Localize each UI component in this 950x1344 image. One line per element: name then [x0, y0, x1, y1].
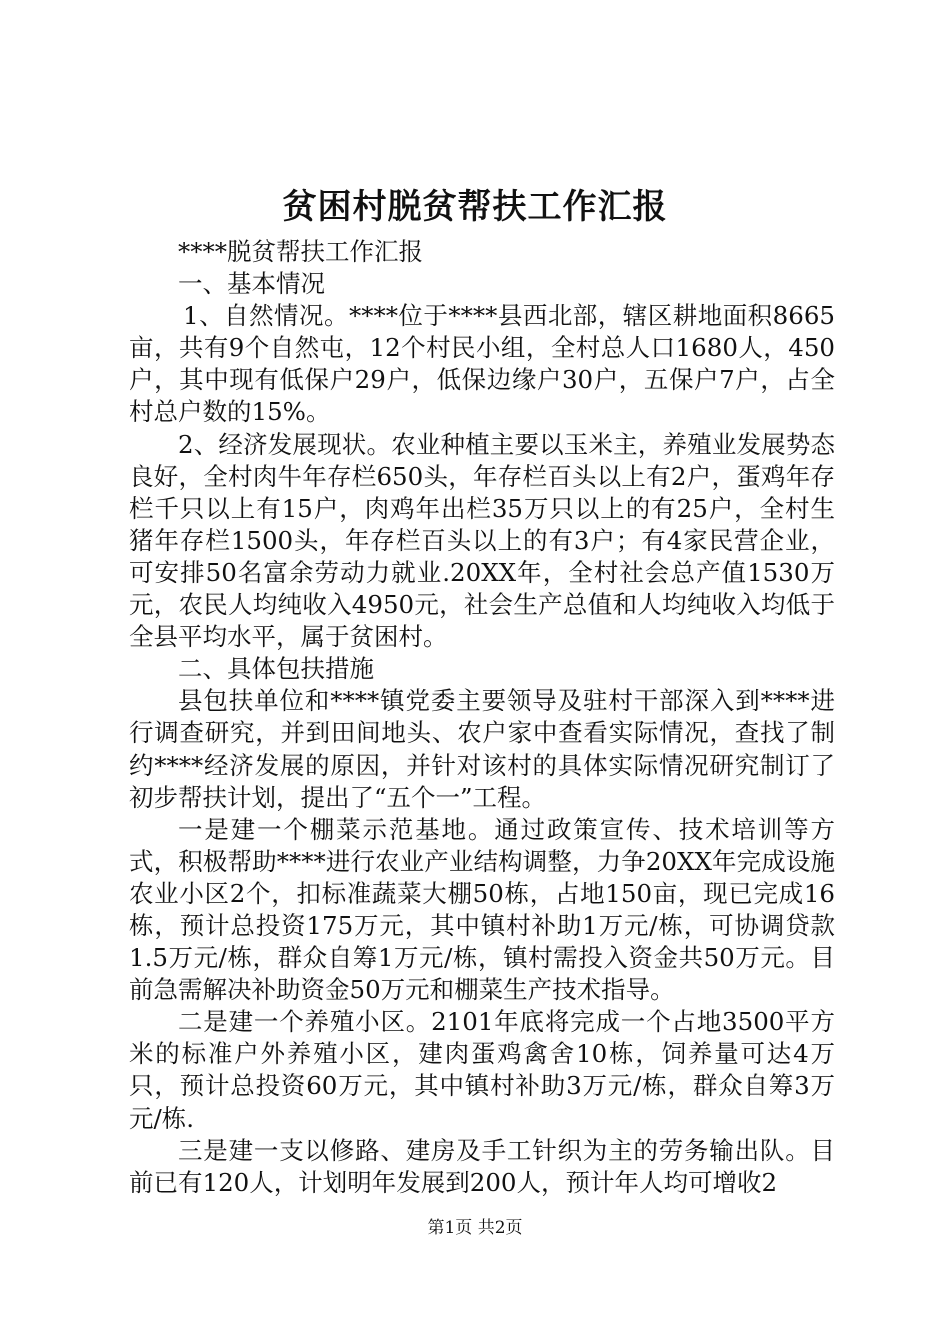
paragraph-investigation: 县包扶单位和****镇党委主要领导及驻村干部深入到****进行调查研究，并到田间地头、农户家中查看实际情况，查找了制约****经济发展的原因，并针对该村的具体实际情况研究制订了初步帮扶计划，提出了“五个一”工程。: [129, 686, 835, 812]
paragraph-labor-team: 三是建一支以修路、建房及手工针织为主的劳务输出队。目前已有120人，计划明年发展到200人，预计年人均可增收2: [129, 1135, 835, 1197]
page-footer: 第1页 共2页: [427, 1218, 523, 1238]
heading-measures: 二、具体包扶措施: [178, 654, 374, 684]
document-title: 贫困村脱贫帮扶工作汇报: [282, 187, 668, 227]
heading-basic-situation: 一、基本情况: [178, 269, 325, 299]
paragraph-natural-situation: 1、自然情况。****位于****县西北部，辖区耕地面积8665亩，共有9个自然屯，12个村民小组，全村总人口1680人，450户，其中现有低保户29户，低保边缘户30户，五保户7户，占全村总户数的15%。: [129, 301, 835, 427]
paragraph-breeding-area: 二是建一个养殖小区。2101年底将完成一个占地3500平方米的标准户外养殖小区，建肉蛋鸡禽舍10栋，饲养量可达4万只，预计总投资60万元，其中镇村补助3万元/栋，群众自筹3万元/栋.: [129, 1007, 835, 1133]
paragraph-subtitle: ****脱贫帮扶工作汇报: [178, 237, 423, 266]
paragraph-greenhouse-base: 一是建一个棚菜示范基地。通过政策宣传、技术培训等方式，积极帮助****进行农业产业结构调整，力争20XX年完成设施农业小区2个，扣标准蔬菜大棚50栋，占地150亩，现已完成16栋，预计总投资175万元，其中镇村补助1万元/栋，可协调贷款1.5万元/栋，群众自筹1万元/栋，镇村需投入资金共50万元。目前急需解决补助资金50万元和棚菜生产技术指导。: [129, 814, 835, 1005]
paragraph-economic-status: 2、经济发展现状。农业种植主要以玉米主，养殖业发展势态良好，全村肉牛年存栏650头，年存栏百头以上有2户，蛋鸡年存栏千只以上有15户，肉鸡年出栏35万只以上的有25户，全村生猪年存栏1500头，年存栏百头以上的有3户；有4家民营企业，可安排50名富余劳动力就业.20XX年，全村社会总产值1530万元，农民人均纯收入4950元，社会生产总值和人均纯收入均低于全县平均水平，属于贫困村。: [129, 429, 835, 652]
document-body: [129, 236, 835, 1199]
